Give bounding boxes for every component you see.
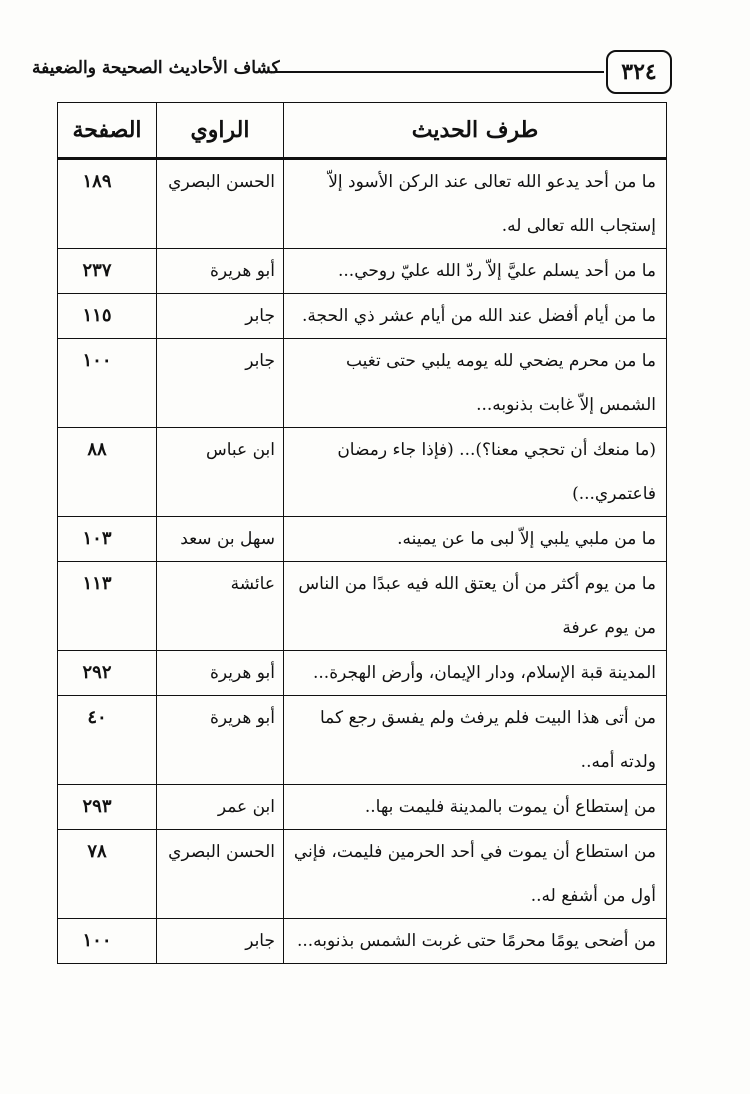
hadith-text: من أضحى يومًا محرمًا حتى غربت الشمس بذنوبه...	[284, 919, 667, 964]
hadith-text: من إستطاع أن يموت بالمدينة فليمت بها..	[284, 785, 667, 830]
page-ref: ١١٣	[58, 562, 157, 651]
table-row	[58, 785, 667, 830]
narrator: سهل بن سعد	[157, 517, 284, 562]
page-ref: ١١٥	[58, 294, 157, 339]
page-ref: ١٠٠	[58, 339, 157, 428]
table-row	[58, 919, 667, 964]
table-row	[58, 294, 667, 339]
page-ref: ٢٣٧	[58, 249, 157, 294]
narrator: أبو هريرة	[157, 651, 284, 696]
page-ref: ٧٨	[58, 830, 157, 919]
table-row	[58, 339, 667, 428]
page-ref: ٢٩٢	[58, 651, 157, 696]
hadith-text: ما من أحد يسلم عليَّ إلاّ ردّ الله عليّ روحي...	[284, 249, 667, 294]
narrator: جابر	[157, 294, 284, 339]
hadith-text: (ما منعك أن تحجي معنا؟)... (فإذا جاء رمضان فاعتمري...)	[284, 428, 667, 517]
page-ref: ١٨٩	[58, 159, 157, 249]
hadith-text: من استطاع أن يموت في أحد الحرمين فليمت، فإني أول من أشفع له..	[284, 830, 667, 919]
table-row	[58, 249, 667, 294]
hadith-text: المدينة قبة الإسلام، ودار الإيمان، وأرض الهجرة...	[284, 651, 667, 696]
narrator: الحسن البصري	[157, 159, 284, 249]
narrator: عائشة	[157, 562, 284, 651]
narrator: أبو هريرة	[157, 696, 284, 785]
narrator: أبو هريرة	[157, 249, 284, 294]
book-title: كشاف الأحاديث الصحيحة والضعيفة	[32, 58, 280, 78]
page-ref: ٤٠	[58, 696, 157, 785]
hadith-text: من أتى هذا البيت فلم يرفث ولم يفسق رجع كما ولدته أمه..	[284, 696, 667, 785]
column-header-narrator: الراوي	[157, 103, 284, 159]
hadith-text: ما من محرم يضحي لله يومه يلبي حتى تغيب الشمس إلاّ غابت بذنوبه...	[284, 339, 667, 428]
page-ref: ١٠٠	[58, 919, 157, 964]
narrator: ابن عمر	[157, 785, 284, 830]
hadith-text: ما من يوم أكثر من أن يعتق الله فيه عبدًا من الناس من يوم عرفة	[284, 562, 667, 651]
table-row	[58, 696, 667, 785]
table-row	[58, 428, 667, 517]
narrator: جابر	[157, 919, 284, 964]
table-row	[58, 562, 667, 651]
narrator: ابن عباس	[157, 428, 284, 517]
hadith-index-table	[57, 102, 667, 964]
table-row	[58, 830, 667, 919]
column-header-hadith: طرف الحديث	[284, 103, 667, 159]
hadith-text: ما من أحد يدعو الله تعالى عند الركن الأسود إلاّ إستجاب الله تعالى له.	[284, 159, 667, 249]
narrator: الحسن البصري	[157, 830, 284, 919]
column-header-page: الصفحة	[58, 103, 157, 159]
table-row	[58, 517, 667, 562]
page-header	[22, 50, 672, 94]
page-number: ٣٢٤	[606, 50, 672, 94]
hadith-text: ما من أيام أفضل عند الله من أيام عشر ذي الحجة.	[284, 294, 667, 339]
page-ref: ٢٩٣	[58, 785, 157, 830]
table-row	[58, 651, 667, 696]
table-row	[58, 159, 667, 249]
table-header-row	[58, 103, 667, 159]
header-rule	[274, 71, 604, 73]
hadith-text: ما من ملبي يلبي إلاّ لبى ما عن يمينه.	[284, 517, 667, 562]
page-ref: ١٠٣	[58, 517, 157, 562]
page-ref: ٨٨	[58, 428, 157, 517]
narrator: جابر	[157, 339, 284, 428]
